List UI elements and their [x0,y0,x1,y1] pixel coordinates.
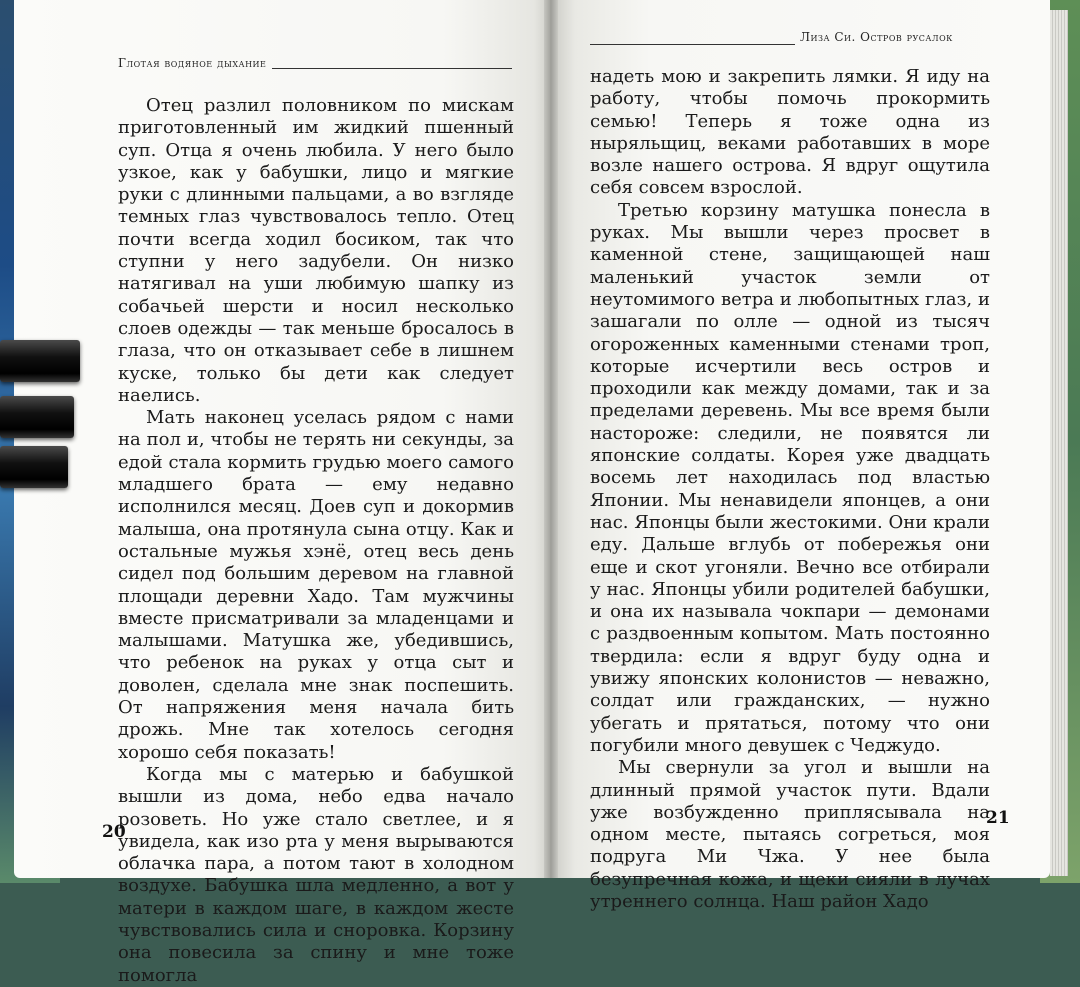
left-header-rule [272,68,512,69]
paragraph: Мать наконец уселась рядом с нами на пол и, чтобы не терять ни секунды, за едой стала кормить грудью моего самого младшего брата — ему недавно исполнился месяц. Доев суп и докормив малыша, она протянула сына отцу. Как и остальные мужья хэнё, отец весь день сидел под большим деревом на главной площади деревни Хадо. Там мужчины вместе присматривали за младенцами и малышами. Матушка же, убедившись, что ребенок на руках у отца сыт и доволен, сделала мне знак поспешить. От напряжения меня начала бить дрожь. Мне так хотелось сегодня хорошо себя показать! [118,407,514,763]
right-running-header: Лиза Си. Остров русалок [800,30,953,44]
paragraph: Отец разлил половником по мискам приготовленный им жидкий пшенный суп. Отца я очень любила. У него было узкое, как у бабушки, лицо и мягкие руки с длинными пальцами, а во взгляде темных глаз чувствовалось тепло. Отец почти всегда ходил босиком, так что ступни у него задубели. Он низко натягивал на уши любимую шапку из собачьей шерсти и носил несколько слоев одежды — так меньше бросалось в глаза, что он отказывает себе в лишнем куске, только бы дети как следует наелись. [118,95,514,406]
paragraph: надеть мою и закрепить лямки. Я иду на работу, чтобы помочь прокормить семью! Теперь я тоже одна из ныряльщиц, веками работавших в море возле нашего острова. Я вдруг ощутила себя совсем взрослой. [590,66,990,199]
left-page [14,0,550,986]
paragraph: Когда мы с матерью и бабушкой вышли из дома, небо едва начало розоветь. Но уже стало светлее, и я увидела, как изо рта у меня вырываются облачка пара, а потом тают в холодном воздухе. Бабушка шла медленно, а вот у матери в каждом шаге, в каждом жесте чувствовались сила и сноровка. Корзину она повесила за спину и мне тоже помогла [118,763,514,986]
left-running-header: Глотая водяное дыхание [118,56,267,70]
left-page-number: 20 [102,822,126,842]
book-gutter [544,0,558,878]
right-page-number: 21 [986,808,1010,828]
left-page-text [118,95,514,987]
right-header-rule [590,44,795,45]
paragraph: Третью корзину матушка понесла в руках. Мы вышли через просвет в каменной стене, защищающей наш маленький участок земли от неутомимого ветра и любопытных глаз, и зашагали по олле — одной из тысяч огороженных каменными стенами троп, которые исчертили весь остров и проходили как между домами, так и за пределами деревень. Мы все время были настороже: следили, не появятся ли японские солдаты. Корея уже двадцать восемь лет находилась под властью Японии. Мы ненавидели японцев, а они нас. Японцы были жестокими. Они крали еду. Дальше вглубь от побережья они еще и скот угоняли. Вечно все отбирали у нас. Японцы убили родителей бабушки, и она их называла чокпари — демонами с раздвоенным копытом. Мать постоянно твердила: если я вдруг буду одна и увижу японских колонистов — неважно, солдат или гражданских, — нужно убегать и прятаться, потому что они погубили много девушек с Чеджудо. [590,199,990,756]
right-page [550,0,1050,912]
right-page-text [590,66,990,913]
paragraph: Мы свернули за угол и вышли на длинный прямой участок пути. Вдали уже возбужденно приплясывала на одном месте, пытаясь согреться, моя подруга Ми Чжа. У нее была безупречная кожа, и щеки сияли в лучах утреннего солнца. Наш район Хадо [590,757,990,912]
page-edges [1050,10,1068,876]
binder-clip-icon [0,446,68,488]
open-book [14,0,1054,986]
binder-clip-icon [0,396,74,438]
binder-clip-icon [0,340,80,382]
